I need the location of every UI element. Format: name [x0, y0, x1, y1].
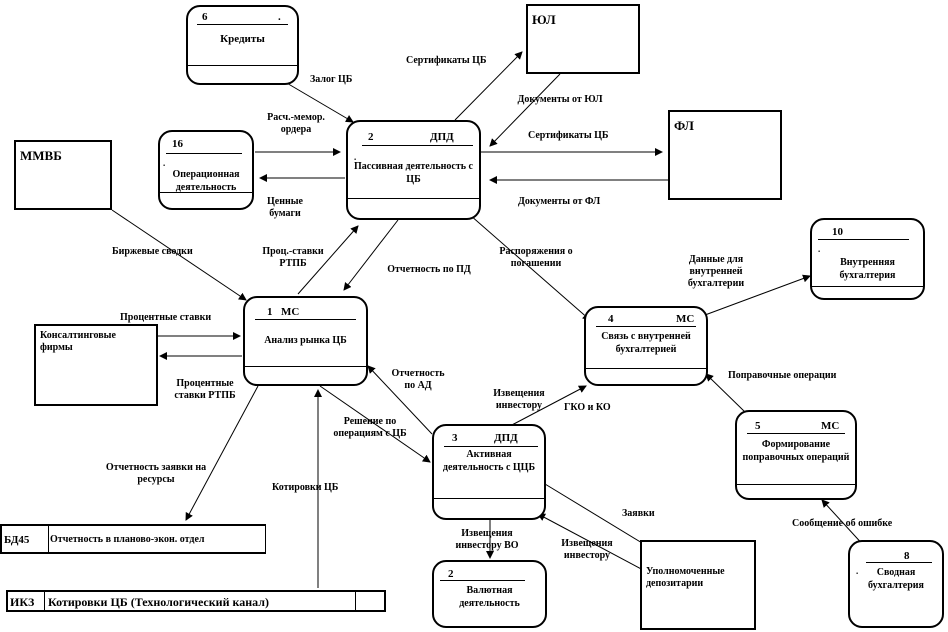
- label-izv-inv2: Извещения инвестору: [561, 538, 613, 561]
- label-otch-ad: Отчетность по АД: [391, 368, 445, 391]
- label-rasch-memor: Расч.-мемор. ордера: [267, 112, 325, 135]
- flow-otch-pd: [344, 220, 398, 290]
- label-dannye-vnutr: Данные для внутренней бухгалтерии: [687, 254, 745, 289]
- label-soobsh-oshibke: Сообщение об ошибке: [792, 518, 893, 529]
- label-zayavki: Заявки: [622, 508, 655, 519]
- entity-yul: ЮЛ: [526, 4, 640, 74]
- process-5-formirovanie: 5 МС Формирование поправочных операций: [735, 410, 857, 500]
- flow-otch-zayavki: [186, 386, 258, 520]
- process-kredity: 6 . Кредиты: [186, 5, 299, 85]
- label-birzh: Биржевые сводки: [112, 246, 193, 257]
- label-cennye: Ценные бумаги: [267, 196, 303, 219]
- label-proc-stavki-rtpb: Проц.-ставки РТПБ: [262, 246, 324, 269]
- process-operacionnaya: 16 . Операционная деятельность: [158, 130, 254, 210]
- label-gko-ko: ГКО и КО: [564, 402, 611, 413]
- process-4-svyaz: 4 МС Связь с внутренней бухгалтерией: [584, 306, 708, 386]
- process-valyutnaya: 2 Валютная деятельность: [432, 560, 547, 628]
- entity-depozitarii: Уполномоченные депозитарии: [640, 540, 756, 630]
- label-izv-vo: Извещения инвестору ВО: [455, 528, 519, 551]
- label-otch-zayavki: Отчетность заявки на ресурсы: [105, 462, 207, 485]
- label-proc-stavki: Процентные ставки: [120, 312, 212, 323]
- label-reshenie: Решение по операциям с ЦБ: [333, 416, 407, 439]
- label-kotirovki: Котировки ЦБ: [272, 482, 339, 493]
- label-popr-oper: Поправочные операции: [728, 370, 837, 381]
- process-vnutr-buhgalteriya: 10 . Внутренняя бухгалтерия: [810, 218, 925, 300]
- label-otch-pd: Отчетность по ПД: [387, 264, 471, 275]
- label-proc-stavki-rtpb2: Процентные ставки РТПБ: [174, 378, 236, 401]
- entity-fl: ФЛ: [668, 110, 782, 200]
- entity-konsalting: Консалтинговые фирмы: [34, 324, 158, 406]
- label-zalog: Залог ЦБ: [310, 74, 353, 85]
- process-svodnaya: 8 . Сводная бухгалтерия: [848, 540, 944, 628]
- process-2-passivnaya: 2 ДПД . Пассивная деятельность с ЦБ: [346, 120, 481, 220]
- store-ikz: ИКЗ Котировки ЦБ (Технологический канал): [6, 590, 386, 612]
- label-cert-fl: Сертификаты ЦБ: [528, 130, 609, 141]
- label-izv-investor: Извещения инвестору: [493, 388, 545, 411]
- process-1-analiz: 1 МС Анализ рынка ЦБ: [243, 296, 368, 386]
- store-bd45: БД45 Отчетность в планово-экон. отдел: [0, 524, 266, 554]
- label-docs-fl: Документы от ФЛ: [518, 196, 601, 207]
- label-docs-yul: Документы от ЮЛ: [517, 94, 603, 105]
- entity-mmvb: ММВБ: [14, 140, 112, 210]
- label-rasp-pogash: Распоряжения о погашении: [499, 246, 573, 269]
- label-cert-yul: Сертификаты ЦБ: [406, 55, 487, 66]
- process-3-aktivnaya: 3 ДПД Активная деятельность с ЦЦБ: [432, 424, 546, 520]
